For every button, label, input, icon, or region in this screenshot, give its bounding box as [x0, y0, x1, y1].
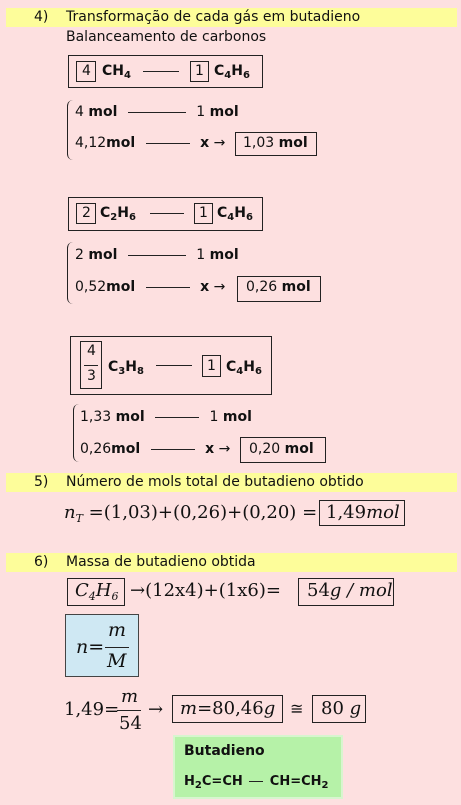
r1-coef2: 1: [195, 63, 204, 79]
r3-result: 0,20 mol: [249, 441, 314, 457]
section-5-number: 5): [34, 474, 49, 490]
s6-M-symbol: M: [107, 650, 127, 672]
butadiene-title: Butadieno: [184, 743, 265, 759]
r3-frac-bar: [84, 365, 98, 366]
r2-formula1: $C_2H_6$: [100, 205, 136, 223]
r2-brace: [67, 242, 73, 304]
r1-coef1: 4: [82, 63, 91, 79]
s6-final: 80 g: [321, 698, 362, 719]
r3-dash: [156, 365, 192, 366]
r2-dash: [150, 213, 184, 214]
butadiene-structure: $H_2C=CH$ $CH=CH_2$: [184, 774, 329, 791]
r2-formula2: $C_4H_6$: [217, 205, 253, 223]
section-4-number: 4): [34, 9, 49, 25]
s6-formula: $C_4H_6$: [75, 580, 119, 603]
s5-result: 1,49mol: [326, 502, 400, 523]
r3-frac-den: 3: [87, 368, 96, 384]
r1-line2: 4,12mol x →: [75, 135, 226, 151]
s6-mm-expression: →(12x4)+(1x6)=: [130, 580, 281, 601]
r3-line2: 0,26mol x →: [80, 441, 231, 457]
r2-coef2: 1: [199, 205, 208, 221]
s6-frac-num: m: [121, 686, 139, 707]
s6-n-frac-bar: [105, 647, 129, 648]
section-6-number: 6): [34, 554, 49, 570]
section-4-title: Transformação de cada gás em butadieno: [66, 9, 361, 25]
s6-approx: ≅: [290, 699, 304, 718]
r3-coef2: 1: [207, 358, 216, 374]
s6-arrow2: →: [148, 699, 164, 720]
r2-line1: 2 mol 1 mol: [75, 247, 239, 263]
r1-formula2: $C_4H_6$: [214, 63, 250, 81]
section-4-subtitle: Balanceamento de carbonos: [66, 29, 267, 45]
s6-mm-value: 54g / mol: [307, 580, 393, 601]
r2-line2: 0,52mol x →: [75, 279, 226, 295]
r3-brace: [73, 404, 79, 462]
r3-formula2: $C_4H_6$: [226, 359, 262, 377]
section-5-title: Número de mols total de butadieno obtido: [66, 474, 364, 490]
s6-mass-lhs: 1,49=: [64, 699, 120, 720]
section-6-title: Massa de butadieno obtida: [66, 554, 256, 570]
s5-equation: $n_T =(1,03)+(0,26)+(0,20)$ =: [64, 502, 318, 525]
r1-dash: [143, 71, 179, 72]
s6-m-symbol: m: [108, 619, 127, 641]
r2-result: 0,26 mol: [246, 279, 311, 295]
r3-formula1: $C_3H_8$: [108, 359, 144, 377]
s6-frac-den: 54: [119, 713, 142, 734]
s6-frac-bar: [117, 710, 141, 711]
r3-frac-num: 4: [87, 343, 96, 359]
r2-coef1: 2: [82, 205, 91, 221]
r1-line1: 4 mol 1 mol: [75, 104, 239, 120]
r1-result: 1,03 mol: [243, 135, 308, 151]
r1-formula1: $CH_4$: [102, 63, 131, 81]
s6-n-symbol: n=: [76, 636, 105, 658]
r3-line1: 1,33 mol 1 mol: [80, 409, 252, 425]
s6-mass-result: m=80,46g: [180, 698, 276, 719]
r1-brace: [67, 100, 73, 160]
